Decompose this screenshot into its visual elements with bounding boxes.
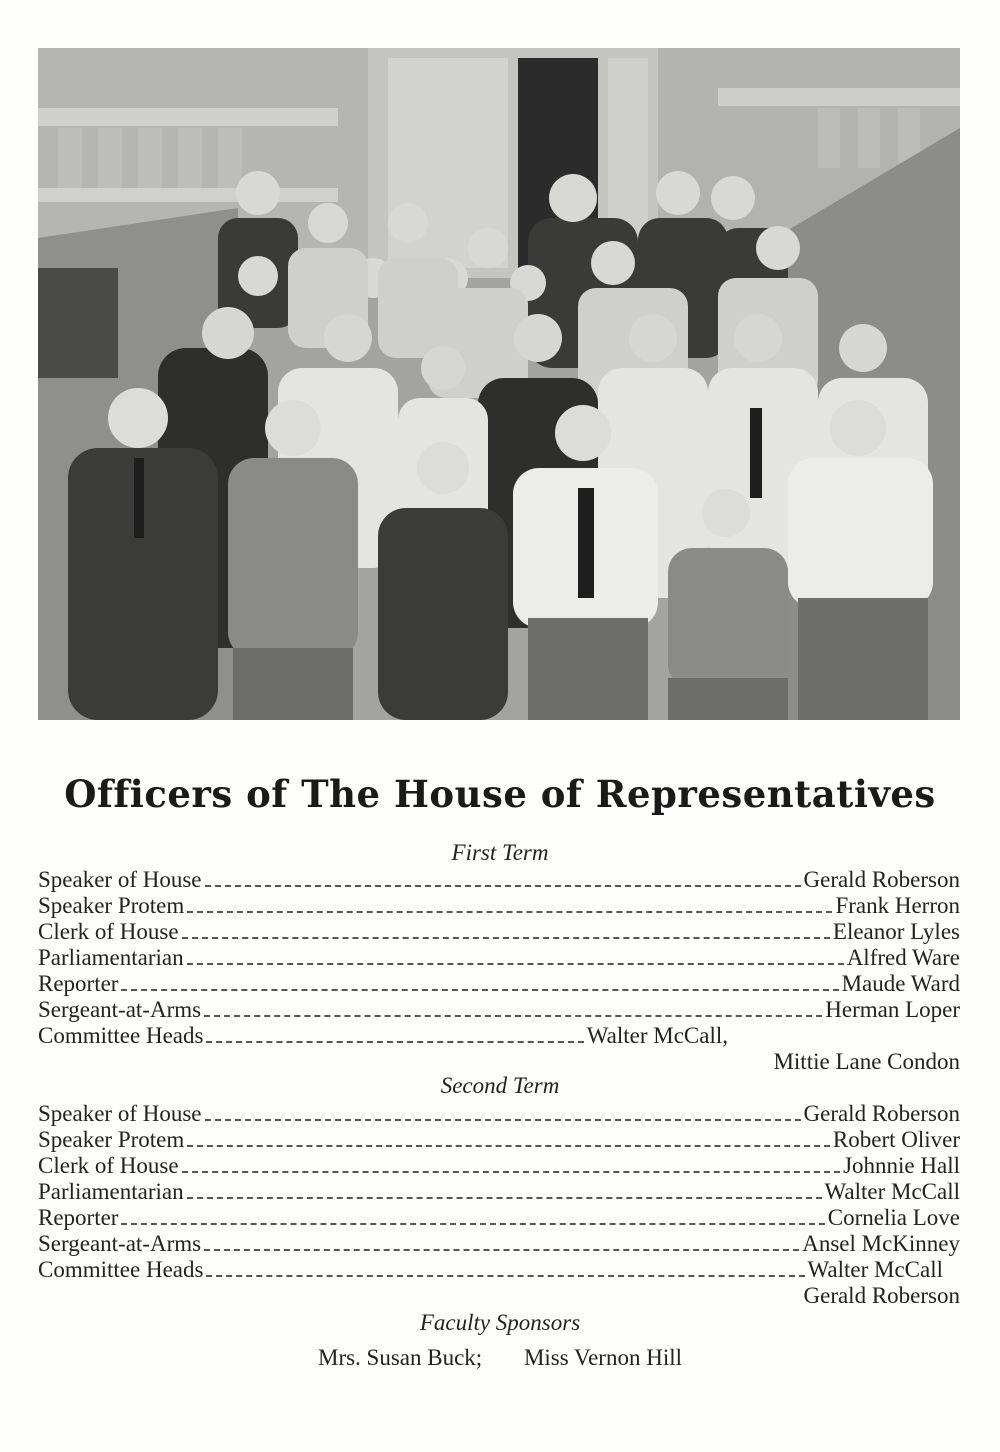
officer-name: Robert Oliver <box>832 1127 960 1152</box>
list-item <box>38 1205 960 1231</box>
role-label: Sergeant-at-Arms <box>38 1231 202 1256</box>
list-item <box>38 1231 960 1257</box>
role-label: Committee Heads <box>38 1023 204 1048</box>
dot-leader <box>121 989 838 991</box>
list-item <box>38 997 960 1023</box>
dot-leader <box>206 1275 804 1277</box>
role-label: Speaker Protem <box>38 893 185 918</box>
dot-leader <box>187 911 832 913</box>
group-photo <box>38 48 960 720</box>
page-title: Officers of The House of Representatives <box>64 772 936 816</box>
officer-name: Alfred Ware <box>846 945 960 970</box>
role-label: Speaker of House <box>38 867 202 892</box>
list-item <box>38 867 960 893</box>
officer-name: Ansel McKinney <box>802 1231 960 1256</box>
officer-name-continued: Mittie Lane Condon <box>773 1049 960 1074</box>
dot-leader <box>182 1171 841 1173</box>
dot-leader <box>187 1197 822 1199</box>
list-item <box>38 1153 960 1179</box>
officer-name: Eleanor Lyles <box>832 919 960 944</box>
list-item <box>38 1257 943 1283</box>
officer-name: Cornelia Love <box>827 1205 960 1230</box>
list-item <box>38 971 960 997</box>
dot-leader <box>121 1223 824 1225</box>
officer-name: Herman Loper <box>825 997 960 1022</box>
role-label: Parliamentarian <box>38 945 184 970</box>
dot-leader <box>205 1119 801 1121</box>
role-label: Reporter <box>38 1205 119 1230</box>
dot-leader <box>187 1145 830 1147</box>
list-item <box>38 1179 960 1205</box>
dot-leader <box>187 963 844 965</box>
officer-name: Gerald Roberson <box>803 1101 960 1126</box>
officer-name: Maude Ward <box>841 971 960 996</box>
list-item <box>38 1127 960 1153</box>
officer-name: Gerald Roberson <box>803 867 960 892</box>
officer-name-continued: Gerald Roberson <box>803 1283 960 1308</box>
officer-name: Frank Herron <box>835 893 960 918</box>
role-label: Sergeant-at-Arms <box>38 997 202 1022</box>
officer-name: Walter McCall, <box>586 1023 728 1048</box>
role-label: Clerk of House <box>38 1153 179 1178</box>
sponsor-name: Miss Vernon Hill <box>523 1345 682 1370</box>
role-label: Committee Heads <box>38 1257 204 1282</box>
officer-name: Walter McCall <box>807 1257 943 1282</box>
sponsor-name: Mrs. Susan Buck; <box>318 1345 483 1370</box>
list-item <box>38 945 960 971</box>
dot-leader <box>204 1249 799 1251</box>
dot-leader <box>205 885 801 887</box>
list-item <box>38 1023 728 1049</box>
dot-leader <box>182 937 830 939</box>
officer-name: Johnnie Hall <box>843 1153 960 1178</box>
faculty-sponsors <box>0 1345 1000 1371</box>
role-label: Speaker Protem <box>38 1127 185 1152</box>
list-item <box>38 893 960 919</box>
role-label: Reporter <box>38 971 119 996</box>
group-photo-icon <box>38 48 960 720</box>
list-item <box>38 919 960 945</box>
role-label: Parliamentarian <box>38 1179 184 1204</box>
list-item <box>38 1101 960 1127</box>
role-label: Clerk of House <box>38 919 179 944</box>
officer-name: Walter McCall <box>824 1179 960 1204</box>
second-term-heading: Second Term <box>440 1073 560 1098</box>
dot-leader <box>204 1015 822 1017</box>
role-label: Speaker of House <box>38 1101 202 1126</box>
dot-leader <box>206 1041 583 1043</box>
first-term-heading: First Term <box>451 840 549 865</box>
faculty-sponsors-heading: Faculty Sponsors <box>419 1310 581 1335</box>
